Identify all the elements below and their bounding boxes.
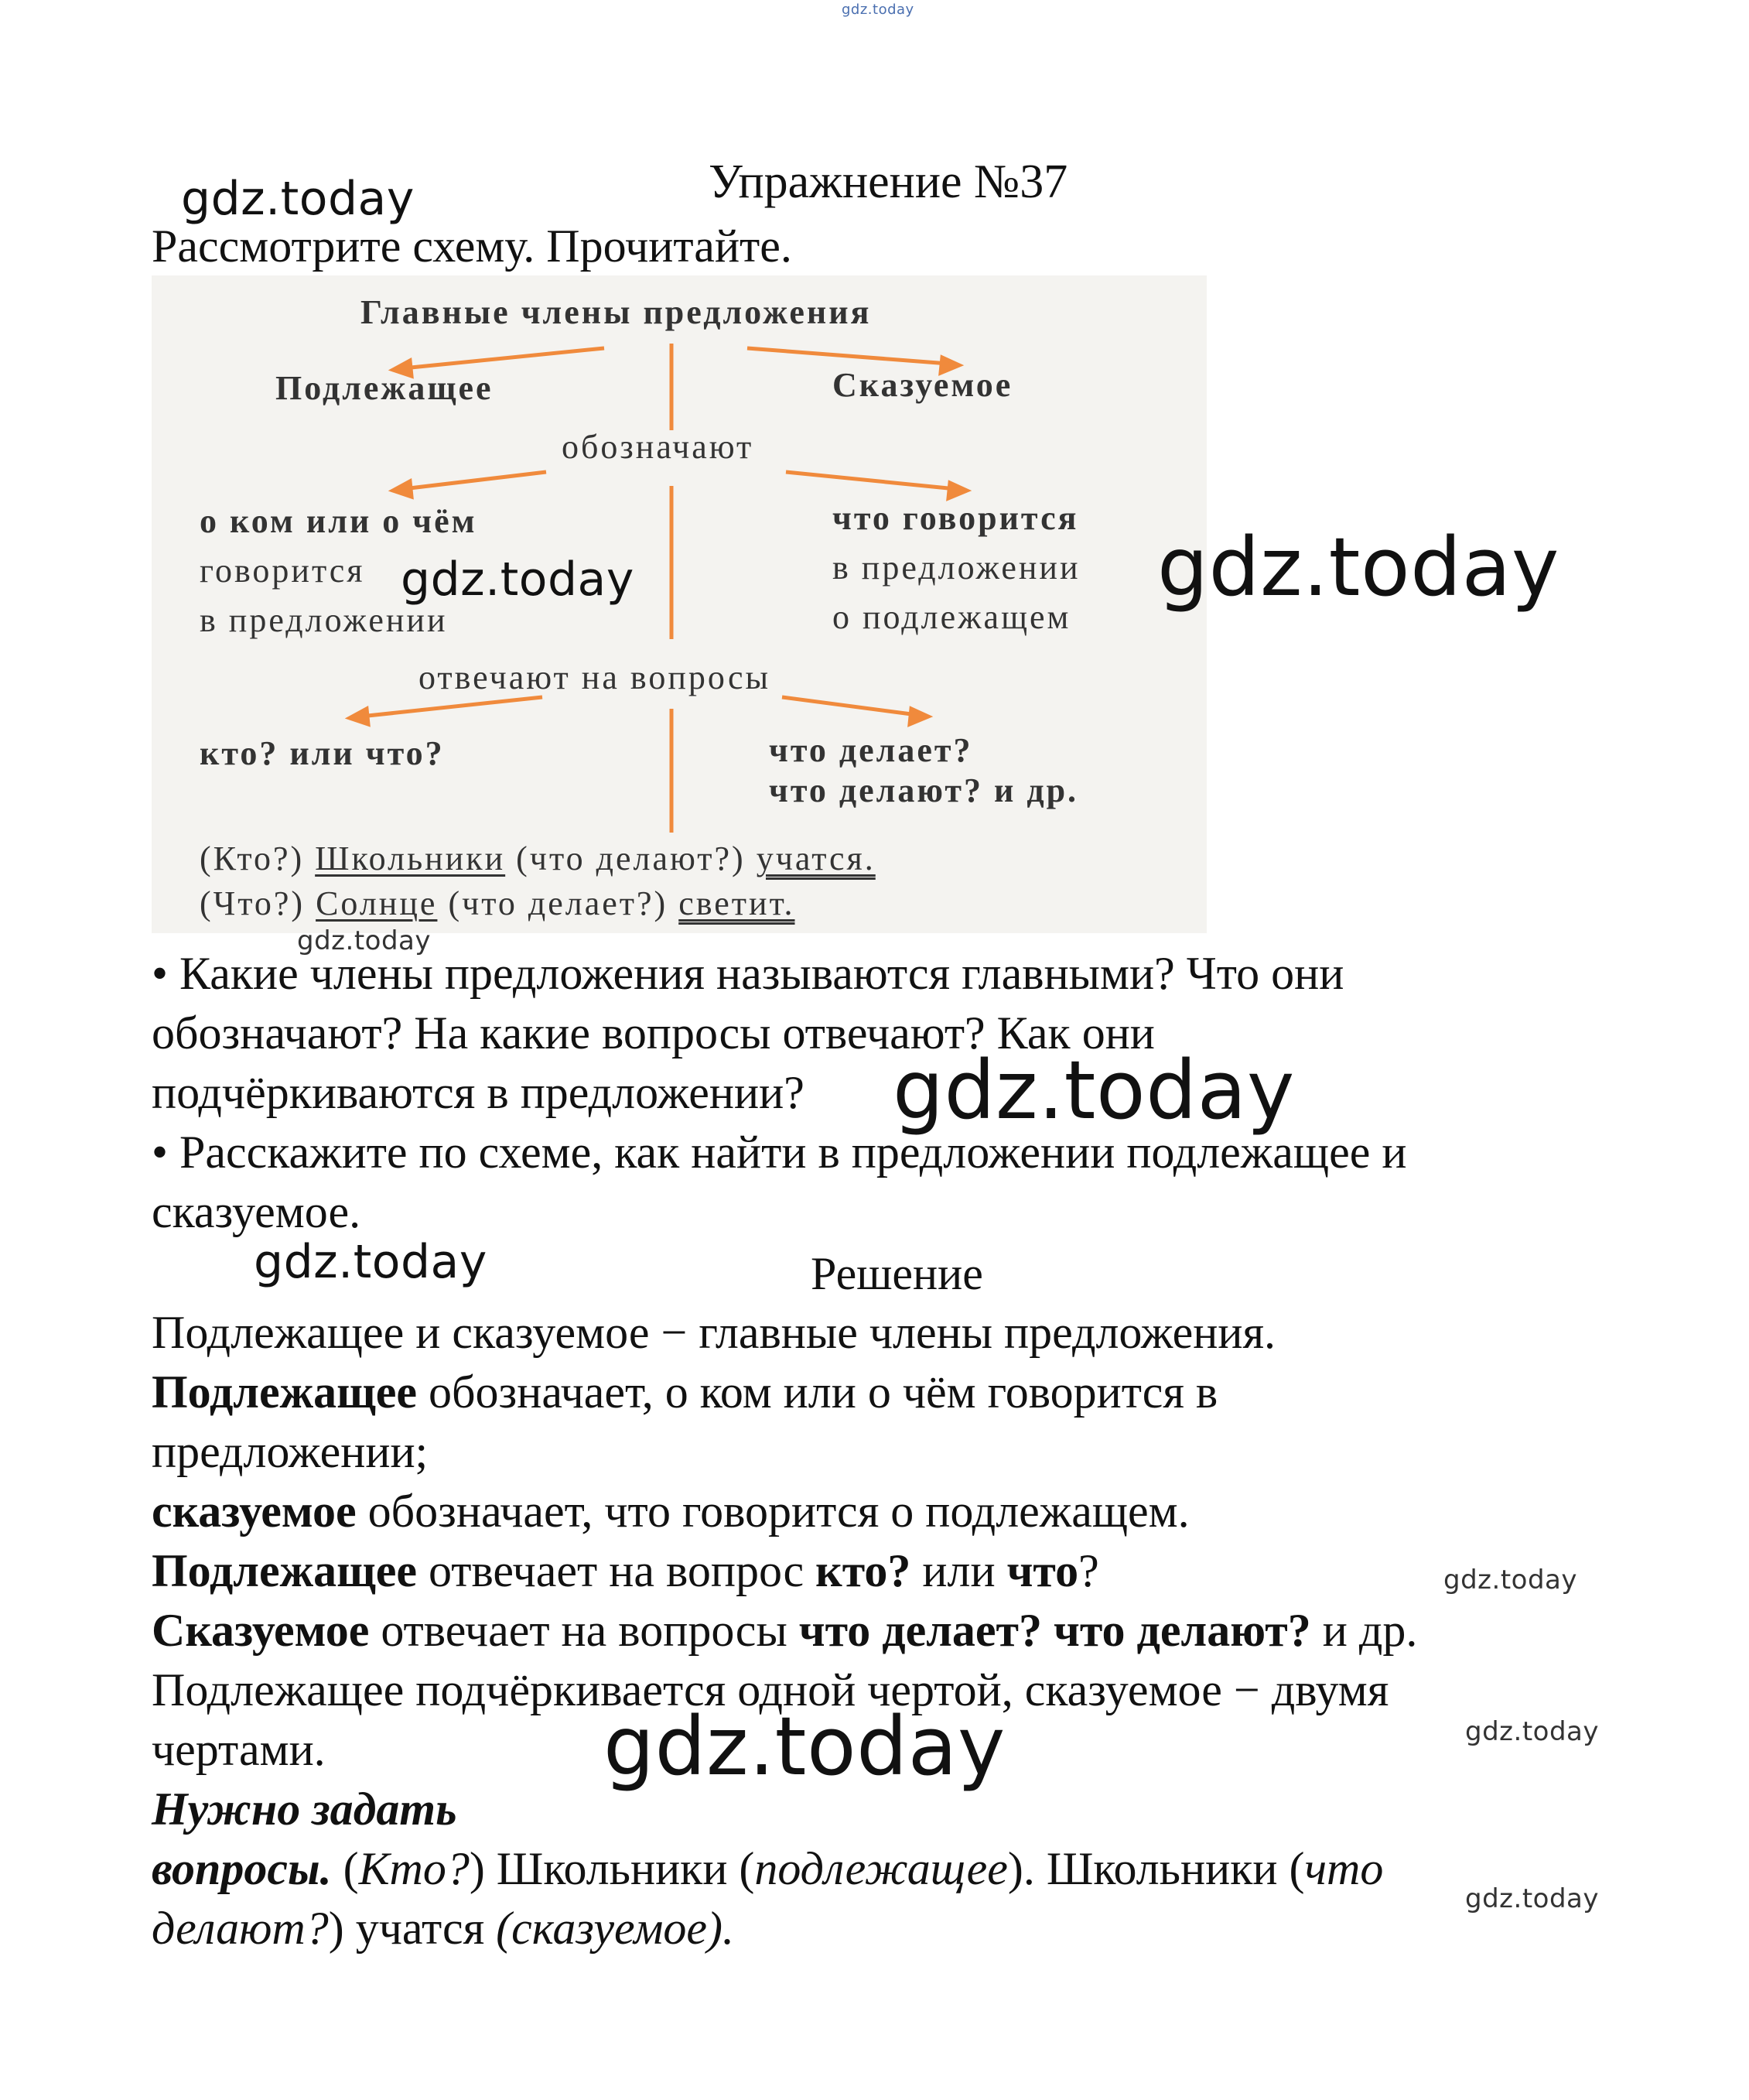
solution-line: Подлежащее и сказуемое − главные члены предложения. — [152, 1307, 1276, 1358]
scheme-predicate: Сказуемое — [832, 366, 1013, 404]
example-predicate: светит. — [678, 884, 795, 922]
example-question: (что делают?) — [516, 840, 746, 877]
arrow-left — [403, 348, 604, 368]
solution-line: Подлежащее отвечает на вопрос кто? или что? — [152, 1545, 1099, 1596]
arrow-head — [393, 481, 412, 497]
predicate-meaning-3: о подлежащем — [832, 598, 1071, 636]
watermark: gdz.today — [1465, 1883, 1599, 1914]
arrow-left — [403, 472, 546, 489]
question-1-line-2: обозначают? На какие вопросы отвечают? Как они — [152, 1007, 1155, 1059]
arrow-head — [910, 709, 928, 724]
watermark: gdz.today — [181, 172, 415, 226]
subject-question: кто? или что? — [200, 734, 445, 772]
solution-line: делают?) учатся (сказуемое). — [152, 1903, 735, 1954]
predicate-meaning-1: что говорится — [832, 499, 1079, 537]
watermark: gdz.today — [893, 1043, 1295, 1137]
question-1-line-1: • Какие члены предложения называются главными? Что они — [152, 948, 1344, 999]
question-2-line-2: сказуемое. — [152, 1186, 361, 1237]
watermark: gdz.today — [401, 552, 634, 607]
arrow-head — [948, 483, 967, 498]
example-question: (Что?) — [200, 884, 306, 922]
solution-line: Подлежащее подчёркивается одной чертой, сказуемое − двумя — [152, 1664, 1389, 1715]
solution-line: сказуемое обозначает, что говорится о подлежащем. — [152, 1486, 1190, 1537]
question-2-line-1: • Расскажите по схеме, как найти в предложении подлежащее и — [152, 1127, 1407, 1178]
solution-line: предложении; — [152, 1426, 429, 1477]
solution-line: Подлежащее обозначает, о ком или о чём говорится в — [152, 1366, 1218, 1418]
predicate-question-2: что делают? и др. — [769, 771, 1079, 809]
watermark: gdz.today — [1157, 520, 1559, 614]
subject-meaning-3: в предложении — [200, 601, 448, 639]
watermark: gdz.today — [297, 925, 431, 956]
example-predicate: учатся. — [756, 840, 876, 877]
subject-meaning-1: о ком или о чём — [200, 502, 477, 540]
question-1-line-3: подчёркиваются в предложении? — [152, 1067, 804, 1118]
scheme-example-2 — [200, 884, 795, 923]
scheme-diagram — [152, 275, 1207, 933]
solution-line: Сказуемое отвечает на вопросы что делает? что делают? и др. — [152, 1605, 1418, 1656]
solution-line: чертами. — [152, 1724, 326, 1775]
scheme-example-1 — [200, 839, 876, 878]
watermark-top: gdz.today — [842, 2, 914, 18]
watermark: gdz.today — [603, 1699, 1006, 1794]
scheme-header: Главные члены предложения — [360, 293, 872, 331]
example-question: (что делает?) — [448, 884, 668, 922]
solution-line: вопросы. (Кто?) Школьники (подлежащее). Школьники (что — [152, 1843, 1384, 1894]
example-question: (Кто?) — [200, 840, 305, 877]
arrow-right — [782, 697, 917, 715]
watermark: gdz.today — [1443, 1565, 1577, 1596]
arrow-right — [786, 472, 956, 489]
example-subject: Солнце — [316, 884, 438, 922]
solution-block — [152, 1303, 1621, 1958]
scheme-answer: отвечают на вопросы — [418, 658, 771, 696]
scheme-denote: обозначают — [562, 428, 754, 466]
arrow-head — [350, 709, 368, 724]
watermark: gdz.today — [254, 1235, 487, 1289]
solution-heading: Решение — [811, 1248, 983, 1299]
scheme-subject: Подлежащее — [275, 369, 494, 407]
solution-line: Нужно задать — [152, 1784, 457, 1835]
exercise-instruction: Рассмотрите схему. Прочитайте. — [152, 221, 792, 272]
example-subject: Школьники — [315, 840, 506, 877]
predicate-question-1: что делает? — [769, 731, 973, 769]
arrow-right — [747, 348, 948, 364]
arrow-left — [360, 697, 542, 717]
subject-meaning-2: говорится — [200, 552, 365, 590]
watermark: gdz.today — [1465, 1716, 1599, 1747]
exercise-title: Упражнение №37 — [709, 156, 1068, 208]
questions-block — [152, 944, 1621, 1242]
predicate-meaning-2: в предложении — [832, 549, 1081, 587]
